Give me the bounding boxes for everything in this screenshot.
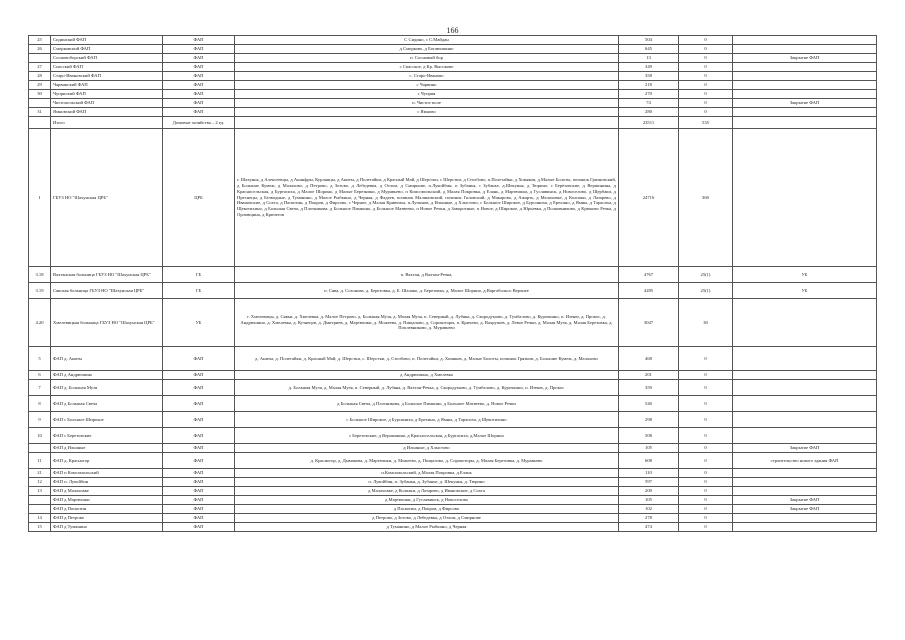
table-row [29, 99, 877, 108]
page-number: 166 [446, 26, 459, 35]
table-row [29, 444, 877, 453]
facility-name: Чуприский ФАП [51, 90, 163, 99]
served-territory: с Спасское, д Кр. Высоково [235, 63, 619, 72]
facility-name: Сявская больница ГБУЗ НО "Шахунская ЦРБ" [51, 283, 163, 299]
facility-type: ФАП [163, 36, 235, 45]
facility-name: ФАП д Петрово [51, 514, 163, 523]
table-row [29, 396, 877, 412]
note [733, 299, 877, 347]
row-number: 7 [29, 380, 51, 396]
facility-name: ФАП д Андрюшино [51, 371, 163, 380]
beds: 535 [679, 117, 733, 129]
population: 105 [619, 496, 679, 505]
beds: 0 [679, 63, 733, 72]
facility-name: ФАП с Большое Широкое [51, 412, 163, 428]
row-number: 3.18 [29, 267, 51, 283]
table-row [29, 117, 877, 129]
served-territory: с Чарвино [235, 81, 619, 90]
served-territory: д. Большая Музя, д. Малая Музя, п. Северный, д. Лубяна, д. Вахтан-Речка, д. Скородумово, д. Тумбалово, д. Курочкино, п. Изеню, д. Прокос [235, 380, 619, 396]
population: 608 [619, 453, 679, 469]
facility-name: ГБУЗ НО "Шахунская ЦРБ" [51, 129, 163, 267]
served-territory: д Малаховке, д Колпаки, д Лазарево, д Ивановские, д Сохта [235, 487, 619, 496]
facility-type: ФАП [163, 412, 235, 428]
facility-name: ФАП д Мартюшки [51, 496, 163, 505]
table-row [29, 90, 877, 99]
table-row [29, 380, 877, 396]
row-number [29, 117, 51, 129]
facility-type: ГБ [163, 267, 235, 283]
row-number: 14 [29, 514, 51, 523]
served-territory [235, 117, 619, 129]
facility-type: ФАП [163, 469, 235, 478]
population: 504 [619, 36, 679, 45]
row-number: 13 [29, 487, 51, 496]
table-row [29, 505, 877, 514]
row-number [29, 444, 51, 453]
facility-name: ФАП д Малаховке [51, 487, 163, 496]
served-territory: с. Старо-Иваново [235, 72, 619, 81]
population: 468 [619, 347, 679, 371]
facility-type: ФАП [163, 428, 235, 444]
beds: 0 [679, 99, 733, 108]
note [733, 380, 877, 396]
beds: 25(1) [679, 283, 733, 299]
served-territory: п. Чистое поле [235, 99, 619, 108]
table-row [29, 108, 877, 117]
served-territory: с Ямново [235, 108, 619, 117]
population: 3047 [619, 299, 679, 347]
population: 280 [619, 108, 679, 117]
facility-name: ФАП д. Большая Музя [51, 380, 163, 396]
facility-type: ФАП [163, 347, 235, 371]
facility-type: ФАП [163, 496, 235, 505]
beds: 360 [679, 129, 733, 267]
facility-name: Чарвинский ФАП [51, 81, 163, 90]
beds: 0 [679, 45, 733, 54]
row-number: 11 [29, 453, 51, 469]
served-territory: с Большое Широкое, д Бурсиниха, д Ерехино, д Ямны, д Тарасиха, д Щекотихино [235, 412, 619, 428]
row-number: 31 [29, 108, 51, 117]
table-row [29, 267, 877, 283]
facility-name: Хмелевицкая больница ГБУЗ НО "Шахунская ЦРБ" [51, 299, 163, 347]
table-row [29, 453, 877, 469]
table-row [29, 72, 877, 81]
table-row [29, 371, 877, 380]
facility-type: ФАП [163, 523, 235, 532]
population: 4285 [619, 283, 679, 299]
population: 540 [619, 396, 679, 412]
facility-name: Вахтанская больница ГБУЗ НО "Шахунская ЦРБ" [51, 267, 163, 283]
table-row [29, 469, 877, 478]
facility-name: Сосновоборский ФАП [51, 54, 163, 63]
population: 278 [619, 514, 679, 523]
population: 13 [619, 54, 679, 63]
row-number: 10 [29, 428, 51, 444]
beds: 0 [679, 469, 733, 478]
table-row [29, 347, 877, 371]
beds: 0 [679, 371, 733, 380]
table-row [29, 487, 877, 496]
population: 349 [619, 63, 679, 72]
served-territory: д Большая Свеча, д Плотникова, д Большое Пимкино, д Большое Матвеево, д. Новое Речки [235, 396, 619, 412]
served-territory: с Березовские, д Вершинина, д Красносельская, д Буртасиха, д.Малое Шорино [235, 428, 619, 444]
note: Закрытие ФАП [733, 99, 877, 108]
row-number: 9 [29, 412, 51, 428]
served-territory: с Чуприя [235, 90, 619, 99]
served-territory: д Мартюшки, д Гуслявинск, д Новоселово [235, 496, 619, 505]
served-territory: д Туманино, д Малое Рыбкино, д Черная [235, 523, 619, 532]
facility-name: ФАП п Комсомольский [51, 469, 163, 478]
row-number [29, 54, 51, 63]
row-number [29, 496, 51, 505]
table-row [29, 129, 877, 267]
population: 4767 [619, 267, 679, 283]
row-number: 26 [29, 45, 51, 54]
note [733, 523, 877, 532]
note: Закрытие ФАП [733, 54, 877, 63]
facility-type: ФАП [163, 108, 235, 117]
beds: 0 [679, 72, 733, 81]
note [733, 81, 877, 90]
note [733, 371, 877, 380]
table-row [29, 54, 877, 63]
beds: 0 [679, 90, 733, 99]
population: 201 [619, 371, 679, 380]
beds: 0 [679, 478, 733, 487]
facility-type: ФАП [163, 514, 235, 523]
population: 358 [619, 72, 679, 81]
note [733, 412, 877, 428]
facility-type: ФАП [163, 81, 235, 90]
facility-name: ФАП д. Красногор [51, 453, 163, 469]
note [733, 428, 877, 444]
note [733, 347, 877, 371]
row-number: 8 [29, 396, 51, 412]
population: 23511 [619, 117, 679, 129]
table-row [29, 81, 877, 90]
served-territory: п. Лукойбин, п. Зубанья, д. Зубанье, д. Шекунья, д. Тюрино [235, 478, 619, 487]
row-number: 4.20 [29, 299, 51, 347]
note [733, 469, 877, 478]
table-row [29, 283, 877, 299]
facility-type: Домовые хозяйства – 2 ед. [163, 117, 235, 129]
facility-type: ФАП [163, 54, 235, 63]
served-territory: д Паскотин, д Покров, д Фирсово [235, 505, 619, 514]
facility-type: ГБ [163, 283, 235, 299]
note [733, 396, 877, 412]
facility-name: Ямновский ФАП [51, 108, 163, 117]
population: 270 [619, 90, 679, 99]
facility-type: ФАП [163, 63, 235, 72]
table-row [29, 478, 877, 487]
facility-type: ФАП [163, 396, 235, 412]
facility-name: Старо-Ивановский ФАП [51, 72, 163, 81]
population: 218 [619, 81, 679, 90]
population: 474 [619, 523, 679, 532]
table-row [29, 412, 877, 428]
facility-type: ФАП [163, 478, 235, 487]
population: 597 [619, 478, 679, 487]
table-row [29, 36, 877, 45]
facility-name: ФАП д Паскотин [51, 505, 163, 514]
facility-type: ФАП [163, 99, 235, 108]
population: 359 [619, 380, 679, 396]
note [733, 117, 877, 129]
served-territory: г. Хмелевицы, д. Сявьи, д. Хмелевка, д. Малое Петрово, д. Большая Музя, д. Малая Музя, п. Северный, д. Лубяна, д. Скородумово, д. Тумбалово, д. Курочкино, п. Изеню, д. Прокос, д. Андрюшино, д. Хмелевка, д. Кузнецов, д. Дмитриев, д. Мартюшки, д. Можеево, д. Пищалово, д. Сорокоторы, п. Кричево, д. Вахрушев, д. Левое Речки, д. Малая Музя, д. Малая Березовка, д. Поплевниково, д. Муравьево [235, 299, 619, 347]
note [733, 129, 877, 267]
beds: 0 [679, 523, 733, 532]
facility-type: ФАП [163, 90, 235, 99]
beds: 0 [679, 444, 733, 453]
beds: 0 [679, 428, 733, 444]
beds: 0 [679, 514, 733, 523]
population: 24716 [619, 129, 679, 267]
facility-name: ФАП с Березовские [51, 428, 163, 444]
table-row [29, 523, 877, 532]
beds: 0 [679, 496, 733, 505]
note [733, 45, 877, 54]
facility-type: ФАП [163, 371, 235, 380]
facilities-table [28, 35, 877, 532]
served-territory: д. Красногор, д. Дымакова, д. Мартюшки, д. Можеево, д. Пищалово, д. Сорокоторы, д. Малая Березовка, д. Муравьево [235, 453, 619, 469]
served-territory: п.Комсомольский, д.Малая Покровка, д.Елань [235, 469, 619, 478]
row-number: 6 [29, 371, 51, 380]
population: 74 [619, 99, 679, 108]
note: Закрытие ФАП [733, 505, 877, 514]
row-number: 28 [29, 72, 51, 81]
note [733, 36, 877, 45]
served-territory: п. Сява, д. Созонова, д. Березовка, д. Б. Шалако, д. Березовка, д. Малое Шорино, д.Варгабольсо Верхнее [235, 283, 619, 299]
facility-type: ФАП [163, 72, 235, 81]
facility-name: ФАП д Ильиные [51, 444, 163, 453]
facility-name: ФАП п. Лукойбин [51, 478, 163, 487]
served-territory: г. Шахунья, д Алексеевцы, д Акинфры, Курлянцы, д Аниты, д Полетайки, д Красный Май, д Шерстки, с Шерстки, д Столбово, п.Полетайки, д Хомяков, д.Малые Болоты, починок Грязновский, д Большие Кумеж, д Малахово, д Петрово, д Зотово, д Лебедевка, д Отлом, д Смирнове, п.Лукойбин, п Зубанья, с Зубанье, д.Шекунья, д Тюрино, с Берёзовские, д Вершинина, д Красносельская, д Буртасиха, д Малое Шорино, д Малые Березники, д Муравьево, п Комсомольский, д Малая Покровка, д Елань, д Мартюшки, д Гуслявинск, д Новоселово, д Щербаки, д Преснецы, д Безводные, д Туманино, д Малое Рыбкино, д Черная, д Фадеев, починок Малиновский, починок Гиловский, д Макарово, д Ажарть, д Малаховке, д Колпаки, д Лазарево, д Ивановские, д Сохта, д Паскотин, д Покров, д Фирсово, с Черное, д Малая Кривчиха, п.Лупинов, д Ильиные, д Хлыстово, с Большое Широкое, д Бурсиниха, д Ерехино, д Ямны, д Тарасиха, д Щекотихино, д Большая Свеча, д Плотникова, д Большое Пимкино, д Большое Матвеево, п Новое Речки, д Заворотные, п Новое, д Широкое, д Юрьевка, д Полковниково, д Крюково Речка, д Орловщина, д Кричегов [235, 129, 619, 267]
beds: 25(1) [679, 267, 733, 283]
note [733, 108, 877, 117]
served-territory: д Сморково, д Богаюшкино [235, 45, 619, 54]
population: 102 [619, 505, 679, 514]
served-territory: С Сидино, с С.Майдан [235, 36, 619, 45]
row-number: 29 [29, 81, 51, 90]
served-territory: д Ильиные, д Хлыстово [235, 444, 619, 453]
table-row [29, 63, 877, 72]
beds: 0 [679, 505, 733, 514]
served-territory: д Андрюшино, д Хмелевка [235, 371, 619, 380]
row-number: 21 [29, 469, 51, 478]
row-number [29, 99, 51, 108]
note: УБ [733, 283, 877, 299]
row-number: 12 [29, 478, 51, 487]
note [733, 90, 877, 99]
beds: 0 [679, 487, 733, 496]
row-number: I [29, 129, 51, 267]
note [733, 487, 877, 496]
beds: 0 [679, 81, 733, 90]
population: 508 [619, 428, 679, 444]
row-number: 27 [29, 63, 51, 72]
facility-name: Итого [51, 117, 163, 129]
table-row [29, 496, 877, 505]
note [733, 514, 877, 523]
beds: 0 [679, 347, 733, 371]
facility-type: ФАП [163, 444, 235, 453]
row-number: 15 [29, 523, 51, 532]
note: Закрытие ФАП [733, 444, 877, 453]
served-territory: д. Аниты, д. Полетайки, д. Красный Май, д. Шерстки, с. Шерстки, д. Столбово, п. Полетайки, д. Хомяков, д. Малые Болоты, починок Грязнов, д. Большие Кумеж, д. Малахово [235, 347, 619, 371]
facility-name: ФАП д Туманино [51, 523, 163, 532]
beds: 0 [679, 412, 733, 428]
served-territory: п. Вахтан, д Вахтан-Речка, [235, 267, 619, 283]
facility-name: ФАП д Большая Свеча [51, 396, 163, 412]
beds: 0 [679, 54, 733, 63]
facility-type: ФАП [163, 380, 235, 396]
beds: 30 [679, 299, 733, 347]
facility-type: ЦРБ [163, 129, 235, 267]
served-territory: д Петрово, д Зотово, д Лебедевка, д Отлом, д Смирнове [235, 514, 619, 523]
population: 298 [619, 412, 679, 428]
facility-type: ФАП [163, 453, 235, 469]
row-number: 25 [29, 36, 51, 45]
population: 110 [619, 469, 679, 478]
served-territory: п. Сосновый бор [235, 54, 619, 63]
note: Закрытие ФАП [733, 496, 877, 505]
facility-name: ФАП д. Аниты [51, 347, 163, 371]
facility-type: УБ [163, 299, 235, 347]
facility-name: Чистопольский ФАП [51, 99, 163, 108]
note [733, 72, 877, 81]
facility-name: Спасский ФАП [51, 63, 163, 72]
row-number: 30 [29, 90, 51, 99]
row-number: 5 [29, 347, 51, 371]
population: 200 [619, 487, 679, 496]
facility-name: Сидинский ФАП [51, 36, 163, 45]
beds: 0 [679, 36, 733, 45]
note [733, 63, 877, 72]
table-row [29, 299, 877, 347]
beds: 0 [679, 380, 733, 396]
table-row [29, 428, 877, 444]
facility-name: Сморковский ФАП [51, 45, 163, 54]
note: строительство нового здания ФАП [733, 453, 877, 469]
table-row [29, 514, 877, 523]
beds: 0 [679, 453, 733, 469]
beds: 0 [679, 396, 733, 412]
population: 105 [619, 444, 679, 453]
facility-type: ФАП [163, 505, 235, 514]
table-row [29, 45, 877, 54]
row-number: 3.19 [29, 283, 51, 299]
note [733, 478, 877, 487]
note: УБ [733, 267, 877, 283]
population: 645 [619, 45, 679, 54]
beds: 0 [679, 108, 733, 117]
facility-type: ФАП [163, 45, 235, 54]
row-number [29, 505, 51, 514]
facility-type: ФАП [163, 487, 235, 496]
